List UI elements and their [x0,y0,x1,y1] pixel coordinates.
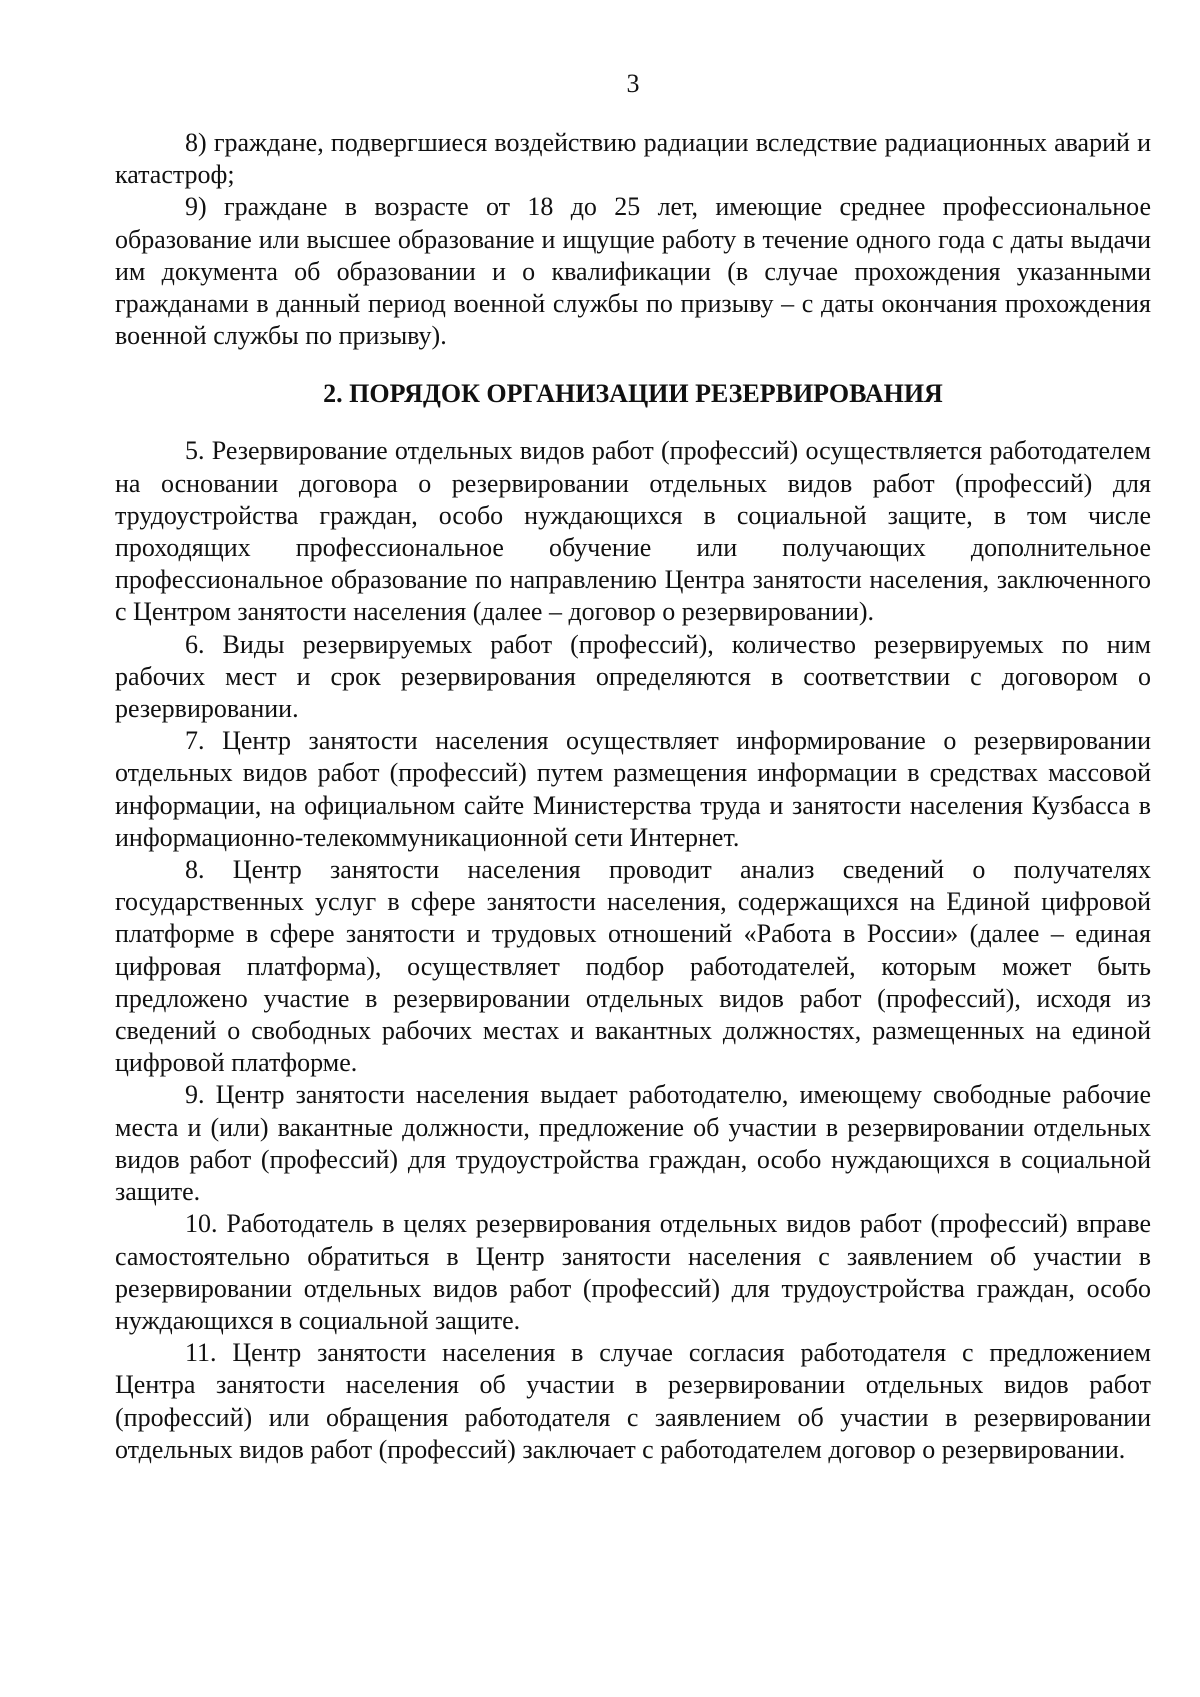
section-heading: 2. ПОРЯДОК ОРГАНИЗАЦИИ РЕЗЕРВИРОВАНИЯ [323,379,943,409]
paragraph-5: 5. Резервирование отдельных видов работ (профессий) осуществляется работодателем на основании договора о резервировании отдельных видов работ (профессий) для трудоустройства граждан, особо нуждающихся в социальной защите, в том числе проходящих профессиональное обучение или получающих дополнительное профессиональное образование по направлению Центра занятости населения, заключенного с Центром занятости населения (далее – договор о резервировании). [115,436,1151,627]
page-number: 3 [626,69,640,98]
paragraph-9: 9. Центр занятости населения выдает работодателю, имеющему свободные рабочие места и (или) вакантные должности, предложение об участии в резервировании отдельных видов работ (профессий) для трудоустройства граждан, особо нуждающихся в социальной защите. [115,1080,1151,1207]
list-item-8: 8) граждане, подвергшиеся воздействию радиации вследствие радиационных аварий и катастроф; [115,128,1151,190]
paragraph-8: 8. Центр занятости населения проводит анализ сведений о получателях государственных услуг в сфере занятости населения, содержащихся на Единой цифровой платформе в сфере занятости и трудовых отношений «Работа в России» (далее – единая цифровая платформа), осуществляет подбор работодателей, которым может быть предложено участие в резервировании отдельных видов работ (профессий), исходя из сведений о свободных рабочих местах и вакантных должностях, размещенных на единой цифровой платформе. [115,855,1151,1078]
paragraph-6: 6. Виды резервируемых работ (профессий), количество резервируемых по ним рабочих мест и срок резервирования определяются в соответствии с договором о резервировании. [115,629,1151,724]
document-page [115,68,1151,1466]
paragraph-7: 7. Центр занятости населения осуществляет информирование о резервировании отдельных видов работ (профессий) путем размещения информации в средствах массовой информации, на официальном сайте Министерства труда и занятости населения Кузбасса в информационно-телекоммуникационной сети Интернет. [115,726,1151,852]
paragraph-11: 11. Центр занятости населения в случае согласия работодателя с предложением Центра занятости населения об участии в резервировании отдельных видов работ (профессий) или обращения работодателя с заявлением об участии в резервировании отдельных видов работ (профессий) заключает с работодателем договор о резервировании. [115,1338,1151,1464]
paragraph-10: 10. Работодатель в целях резервирования отдельных видов работ (профессий) вправе самостоятельно обратиться в Центр занятости населения с заявлением об участии в резервировании отдельных видов работ (профессий) для трудоустройства граждан, особо нуждающихся в социальной защите. [115,1209,1151,1335]
list-item-9: 9) граждане в возрасте от 18 до 25 лет, имеющие среднее профессиональное образование или высшее образование и ищущие работу в течение одного года с даты выдачи им документа об образовании и о квалификации (в случае прохождения указанными гражданами в данный период военной службы по призыву – с даты окончания прохождения военной службы по призыву). [115,192,1151,351]
